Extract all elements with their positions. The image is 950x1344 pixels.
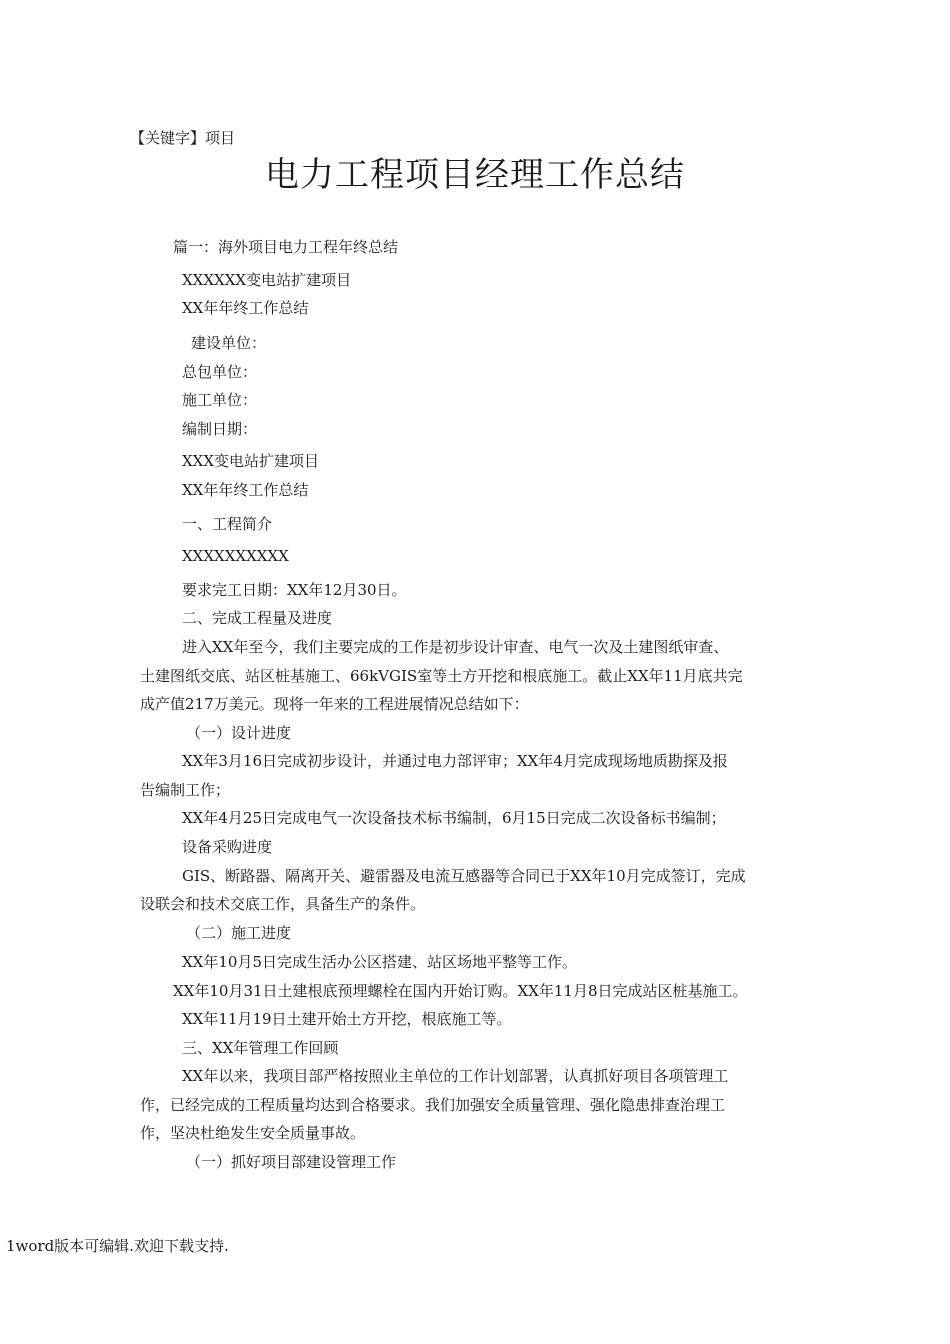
body-line: 成产值217万美元。现将一年来的工程进展情况总结如下： [140,695,529,713]
section-heading: 二、完成工程量及进度 [182,609,333,627]
body-line: XX年以来，我项目部严格按照业主单位的工作计划部署，认真抓好项目各项管理工 [182,1067,729,1085]
body-line: XX年3月16日完成初步设计，并通过电力部评审；XX年4月完成现场地质勘探及报 [182,752,728,770]
section-heading: 一、工程简介 [182,515,273,533]
body-line: 设联会和技术交底工作，具备生产的条件。 [140,895,426,913]
body-line: 施工单位： [182,391,258,409]
body-line: XX年10月5日完成生活办公区搭建、站区场地平整等工作。 [182,953,577,971]
page-title: 电力工程项目经理工作总结 [265,155,685,195]
body-line: GIS、断路器、隔离开关、避雷器及电流互感器等合同已于XX年10月完成签订，完成 [182,867,746,885]
section-heading: 篇一：海外项目电力工程年终总结 [173,238,399,256]
body-line: XX年11月19日土建开始土方开挖，根底施工等。 [182,1010,512,1028]
body-line: 要求完工日期：XX年12月30日。 [182,581,407,599]
body-line: 设备采购进度 [182,838,273,856]
keyword-line: 【关键字】项目 [130,129,236,147]
body-line: XX年4月25日完成电气一次设备技术标书编制，6月15日完成二次设备标书编制； [182,809,726,827]
page-footer: 1word版本可编辑.欢迎下载支持. [6,1237,229,1255]
body-line: 进入XX年至今，我们主要完成的工作是初步设计审查、电气一次及土建图纸审查、 [182,638,729,656]
body-line: 编制日期： [182,420,258,438]
body-line: 土建图纸交底、站区桩基施工、66kVGIS室等土方开挖和根底施工。截止XX年11月底共完 [140,667,743,685]
body-line: 作，坚决杜绝发生安全质量事故。 [140,1124,366,1142]
subsection-heading: （一）设计进度 [186,724,292,742]
body-line: 作，已经完成的工程质量均达到合格要求。我们加强安全质量管理、强化隐患排查治理工 [140,1096,726,1114]
body-line: 建设单位： [191,334,267,352]
body-line: 告编制工作； [140,781,231,799]
body-line: 总包单位： [182,363,258,381]
body-line: XX年年终工作总结 [182,299,309,317]
body-line: XX年年终工作总结 [182,481,309,499]
body-line: XX年10月31日土建根底预埋螺栓在国内开始订购。XX年11月8日完成站区桩基施工。 [173,982,748,1000]
body-line: XXXXXX变电站扩建项目 [182,271,352,289]
subsection-heading: （一）抓好项目部建设管理工作 [186,1153,397,1171]
subsection-heading: （二）施工进度 [186,924,292,942]
section-heading: 三、XX年管理工作回顾 [182,1039,339,1057]
body-line: XXX变电站扩建项目 [182,452,320,470]
body-line: XXXXXXXXXX [182,547,289,565]
